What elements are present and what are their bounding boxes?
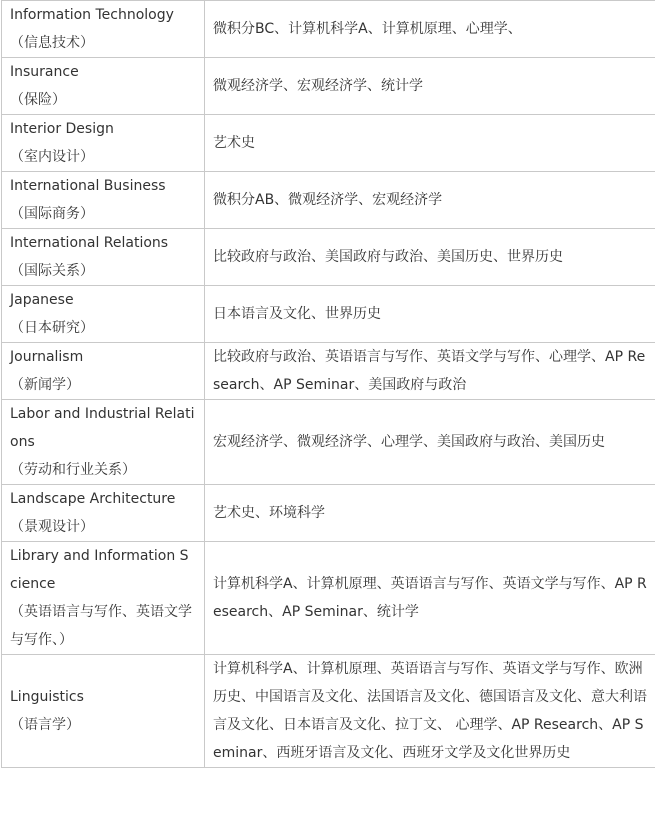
table-row <box>2 115 655 172</box>
major-chinese-name: （信息技术） <box>10 35 94 51</box>
major-english-name: Labor and Industrial Relations <box>10 406 195 450</box>
major-chinese-name: （英语语言与写作、英语文学与写作、） <box>10 604 192 648</box>
table-row <box>2 655 655 768</box>
major-cell <box>2 229 205 286</box>
recommended-courses-cell: 微积分BC、计算机科学A、计算机原理、心理学、 <box>205 1 655 58</box>
major-cell <box>2 115 205 172</box>
table-row <box>2 58 655 115</box>
major-chinese-name: （景观设计） <box>10 519 94 535</box>
major-english-name: International Relations <box>10 235 169 251</box>
recommended-courses-cell: 艺术史、环境科学 <box>205 485 655 542</box>
major-cell <box>2 286 205 343</box>
major-cell <box>2 542 205 655</box>
major-english-name: Japanese <box>10 292 74 308</box>
major-course-table <box>1 0 655 768</box>
major-cell <box>2 400 205 485</box>
major-english-name: Library and Information Science <box>10 548 189 592</box>
table-row <box>2 400 655 485</box>
table-row <box>2 343 655 400</box>
table-body <box>2 1 655 768</box>
recommended-courses-cell: 比较政府与政治、美国政府与政治、美国历史、世界历史 <box>205 229 655 286</box>
major-cell <box>2 485 205 542</box>
major-cell <box>2 655 205 768</box>
table-row <box>2 229 655 286</box>
recommended-courses-cell: 微积分AB、微观经济学、宏观经济学 <box>205 172 655 229</box>
major-chinese-name: （室内设计） <box>10 149 94 165</box>
major-english-name: International Business <box>10 178 166 194</box>
major-english-name: Information Technology <box>10 7 174 23</box>
recommended-courses-cell: 微观经济学、宏观经济学、统计学 <box>205 58 655 115</box>
recommended-courses-cell: 计算机科学A、计算机原理、英语语言与写作、英语文学与写作、欧洲历史、中国语言及文化、法国语言及文化、德国语言及文化、意大利语言及文化、日本语言及文化、拉丁文、 心理学、AP Research、AP Seminar、西班牙语言及文化、西班牙文学及文化世界历史 <box>205 655 655 768</box>
recommended-courses-cell: 比较政府与政治、英语语言与写作、英语文学与写作、心理学、AP Research、AP Seminar、美国政府与政治 <box>205 343 655 400</box>
recommended-courses-cell: 计算机科学A、计算机原理、英语语言与写作、英语文学与写作、AP Research、AP Seminar、统计学 <box>205 542 655 655</box>
major-english-name: Landscape Architecture <box>10 491 176 507</box>
major-chinese-name: （国际关系） <box>10 263 94 279</box>
table-row <box>2 172 655 229</box>
major-english-name: Journalism <box>10 349 84 365</box>
major-chinese-name: （劳动和行业关系） <box>10 462 136 478</box>
table-row <box>2 485 655 542</box>
major-chinese-name: （语言学） <box>10 717 80 733</box>
major-english-name: Insurance <box>10 64 79 80</box>
table-row <box>2 542 655 655</box>
major-cell <box>2 343 205 400</box>
recommended-courses-cell: 宏观经济学、微观经济学、心理学、美国政府与政治、美国历史 <box>205 400 655 485</box>
recommended-courses-cell: 艺术史 <box>205 115 655 172</box>
recommended-courses-cell: 日本语言及文化、世界历史 <box>205 286 655 343</box>
major-english-name: Interior Design <box>10 121 114 137</box>
major-chinese-name: （新闻学） <box>10 377 80 393</box>
major-english-name: Linguistics <box>10 689 84 705</box>
major-chinese-name: （国际商务） <box>10 206 94 222</box>
major-chinese-name: （保险） <box>10 92 66 108</box>
table-row <box>2 286 655 343</box>
table-row <box>2 1 655 58</box>
major-chinese-name: （日本研究） <box>10 320 94 336</box>
major-cell <box>2 1 205 58</box>
major-cell <box>2 58 205 115</box>
major-cell <box>2 172 205 229</box>
